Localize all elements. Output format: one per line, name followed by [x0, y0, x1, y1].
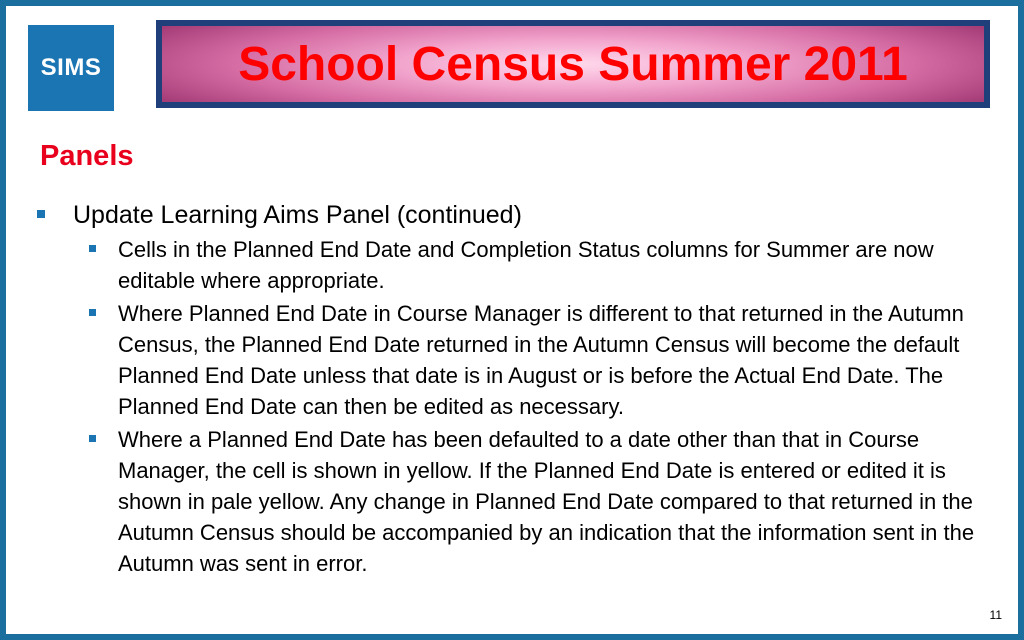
page-title: School Census Summer 2011: [238, 37, 908, 91]
content-area: [34, 198, 1009, 581]
sub-bullet-text: Where Planned End Date in Course Manager is different to that returned in the Autumn Census, the Planned End Date returned in the Autumn Census will become the default Planned End Date unless that date is in August or is before the Actual End Date. The Planned End Date can then be edited as necessary.: [118, 301, 964, 419]
section-title: Panels: [40, 140, 134, 172]
title-banner: [156, 20, 990, 108]
square-bullet-icon: [89, 435, 96, 442]
sub-bullet-item: [34, 298, 1009, 422]
sub-bullet-item: [34, 234, 1009, 296]
square-bullet-icon: [89, 245, 96, 252]
sub-bullet-text: Cells in the Planned End Date and Completion Status columns for Summer are now editable where appropriate.: [118, 237, 934, 293]
square-bullet-icon: [37, 210, 45, 218]
sims-logo: [28, 25, 114, 111]
main-bullet-text: Update Learning Aims Panel (continued): [73, 201, 522, 229]
sub-bullet-item: [34, 424, 1009, 579]
main-bullet-item: [34, 198, 1009, 232]
logo-text: SIMS: [40, 54, 102, 81]
sub-bullet-text: Where a Planned End Date has been defaulted to a date other than that in Course Manager, the cell is shown in yellow. If the Planned End Date is entered or edited it is shown in pale yellow. Any change in Planned End Date compared to that returned in the Autumn Census should be accompanied by an indication that the information sent in the Autumn was sent in error.: [118, 427, 975, 576]
page-number: 11: [989, 608, 1002, 622]
square-bullet-icon: [89, 309, 96, 316]
